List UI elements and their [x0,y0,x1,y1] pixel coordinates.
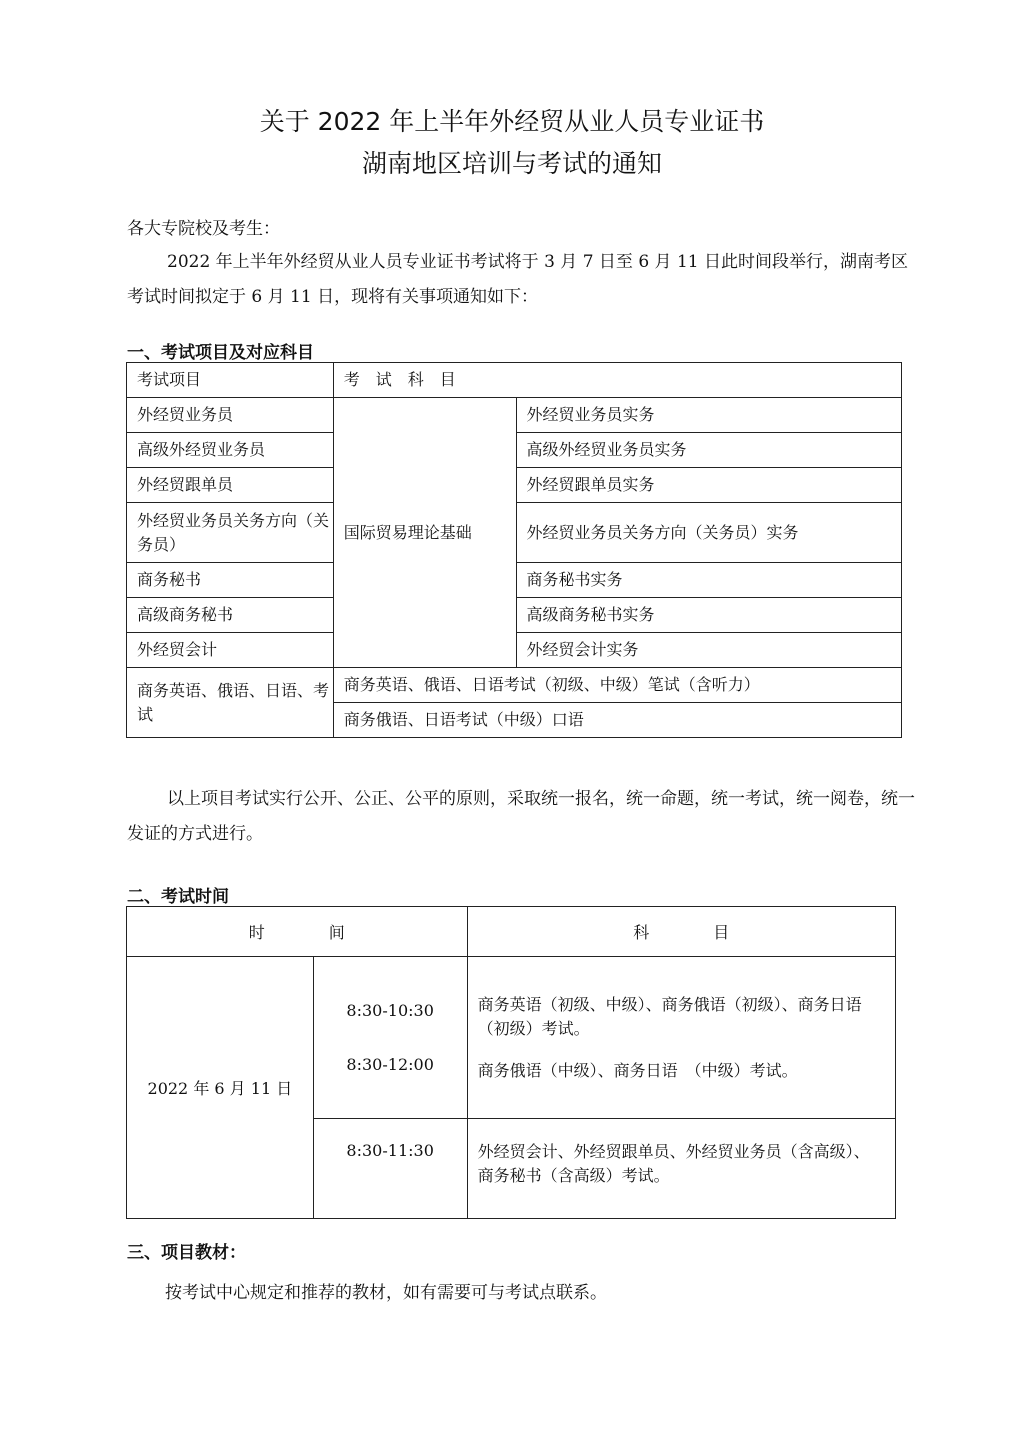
language-exam-item: 商务英语、俄语、日语、考试 [127,668,334,738]
principle-paragraph: 以上项目考试实行公开、公正、公平的原则，采取统一报名，统一命题，统一考试，统一阅卷，统一发证的方式进行。 [127,789,915,844]
table-header-row [127,907,896,957]
exam-item: 高级商务秘书 [127,598,334,633]
table-row [127,668,902,703]
header-exam-item: 考试项目 [127,363,334,398]
section-3-heading: 三、项目教材： [127,1243,246,1263]
exam-item: 外经贸跟单员 [127,468,334,503]
slot-subject: 商务英语（初级、中级）、商务俄语（初级）、商务日语（初级）考试。 [477,994,862,1038]
table-header-row [127,363,902,398]
intro-paragraph: 2022 年上半年外经贸从业人员专业证书考试将于 3 月 7 日至 6 月 11 日此时间段举行，湖南考区考试时间拟定于 6 月 11 日，现将有关事项通知如下： [127,252,908,307]
table-row [127,398,902,433]
exam-subject: 高级外经贸业务员实务 [516,433,902,468]
section-2-heading: 二、考试时间 [127,887,229,907]
slot-subject: 外经贸会计、外经贸跟单员、外经贸业务员（含高级）、商务秘书（含高级）考试。 [467,1119,895,1219]
time-slots-group [313,957,467,1119]
header-time: 时 间 [127,907,468,957]
exam-item: 外经贸业务员 [127,398,334,433]
exam-subject: 外经贸会计实务 [516,633,902,668]
time-slot: 8:30-10:30 [346,1000,434,1020]
exam-subject: 外经贸业务员关务方向（关务员）实务 [516,503,902,563]
exam-subject: 外经贸跟单员实务 [516,468,902,503]
header-exam-subject: 考 试 科 目 [333,363,901,398]
subject-group [467,957,895,1119]
exam-subject: 高级商务秘书实务 [516,598,902,633]
exam-items-table [126,362,902,738]
salutation: 各大专院校及考生： [127,219,280,239]
notice-title-line-2: 湖南地区培训与考试的通知 [361,149,662,178]
header-subject: 科 目 [467,907,895,957]
time-slot: 8:30-12:00 [346,1054,434,1074]
slot-subject: 商务俄语（中级）、商务日语 （中级）考试。 [477,1060,798,1080]
table-row [127,957,896,1119]
language-subject-oral: 商务俄语、日语考试（中级）口语 [333,703,901,738]
exam-item: 外经贸业务员关务方向（关务员） [127,503,334,563]
exam-schedule-table [126,906,896,1219]
section-1-heading: 一、考试项目及对应科目 [127,343,314,363]
exam-subject: 商务秘书实务 [516,563,902,598]
time-slot: 8:30-11:30 [313,1119,467,1219]
exam-item: 外经贸会计 [127,633,334,668]
textbook-paragraph: 按考试中心规定和推荐的教材，如有需要可与考试点联系。 [165,1283,607,1303]
common-subject: 国际贸易理论基础 [333,398,516,668]
exam-item: 高级外经贸业务员 [127,433,334,468]
language-subject-written: 商务英语、俄语、日语考试（初级、中级）笔试（含听力） [333,668,901,703]
exam-date: 2022 年 6 月 11 日 [127,957,314,1219]
exam-item: 商务秘书 [127,563,334,598]
exam-subject: 外经贸业务员实务 [516,398,902,433]
notice-title-line-1: 关于 2022 年上半年外经贸从业人员专业证书 [259,107,765,136]
